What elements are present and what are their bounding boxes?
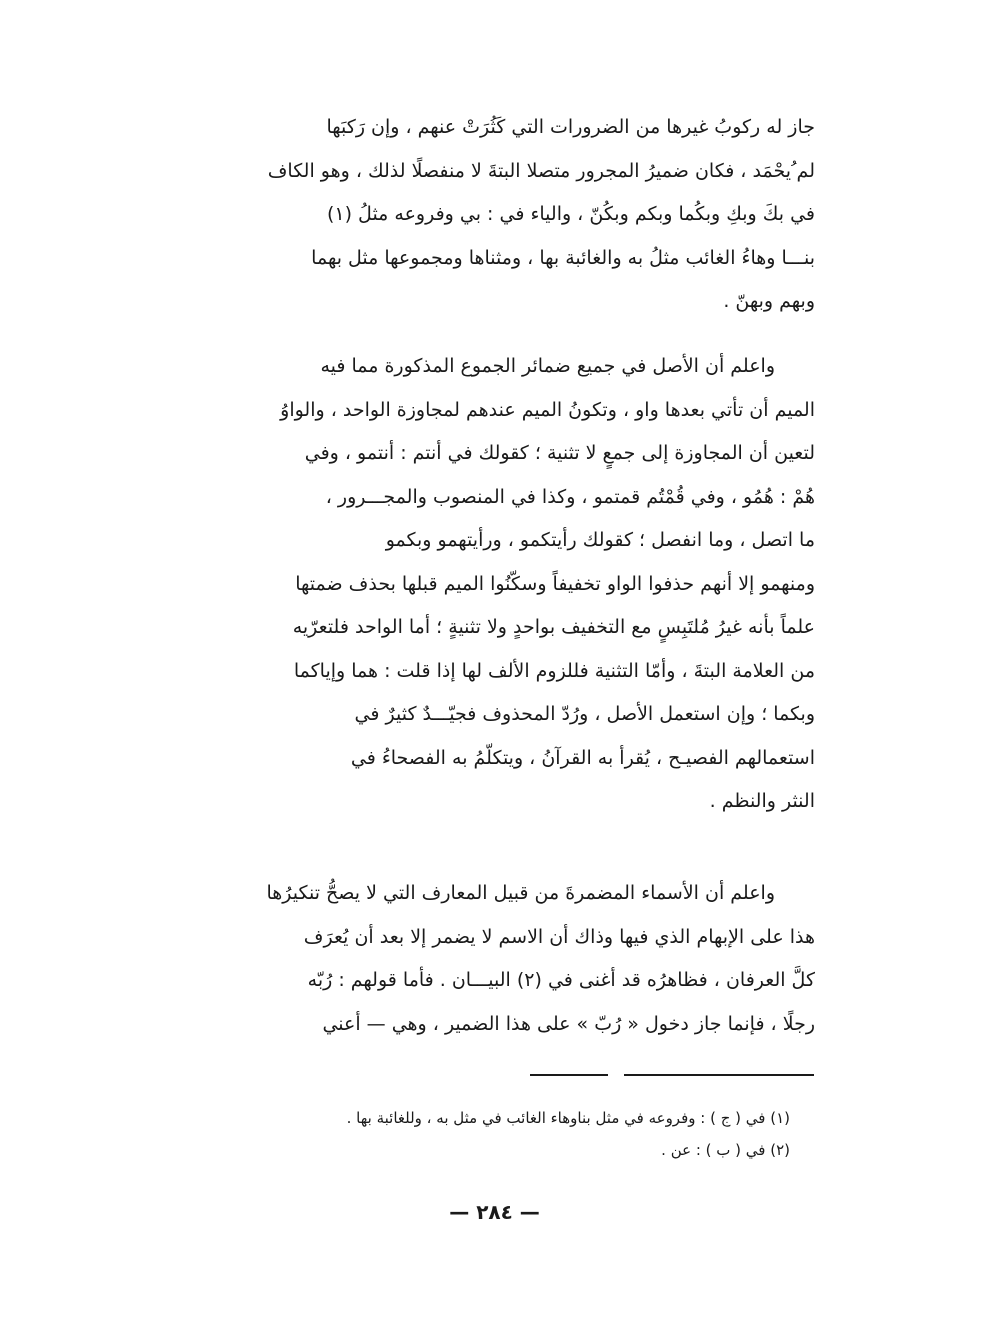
text-line: واعلم أن الأصل في جميع ضمائر الجموع المذكورة مما فيه	[320, 355, 775, 377]
footnote-1: (١) في ( ج ) : وفروعه في مثل بناوهاء الغائب في مثل به ، وللغائبة بها .	[346, 1109, 790, 1127]
text-line: ما اتصل ، وما انفصل ؛ كقولك رأيتكمو ، ورأيتهمو وبكمو	[385, 529, 815, 551]
footnotes	[180, 1102, 790, 1166]
footnote-separator	[624, 1074, 814, 1076]
footnote-separator-short	[530, 1074, 608, 1076]
text-line: الميم أن تأتي بعدها واو ، وتكونُ الميم عندهم لمجاوزة الواحد ، والواوُ	[280, 398, 815, 421]
text-line: في بكَ وبكِ وبكُما وبكم وبكُنّ ، والياء في : بي وفروعه مثلُ (١)	[326, 203, 815, 225]
text-line: هُمْ : هُمُو ، وفي قُمْتُم قمتمو ، وكذا في المنصوب والمجـــرور ،	[325, 485, 815, 508]
paragraph-1	[160, 106, 815, 324]
text-line: ومنهمو إلا أنهم حذفوا الواو تخفيفاً وسكّنُوا الميم قبلها بحذف ضمتها	[295, 572, 815, 595]
text-line: بنـــا وهاءُ الغائب مثلُ به والغائبة بها ، ومثناها ومجموعها مثل بهما	[311, 246, 815, 269]
text-line: واعلم أن الأسماء المضمرةَ من قبيل المعارف التي لا يصحُّ تنكيرُها	[266, 882, 775, 904]
text-line: لم ُيحْمَد ، فكان ضميرُ المجرور متصلا البتةَ لا منفصلًا لذلك ، وهو الكاف	[267, 159, 815, 182]
text-line: استعمالهم الفصيـح ، يُقرأ به القرآنُ ، ويتكلّمُ به الفصحاءُ في	[350, 746, 815, 769]
text-line: كلَّ العرفان ، فظاهرُه قد أغنى في (٢) البيـــان . فأما قولهم : رُبّه	[307, 969, 815, 991]
footnote-2: (٢) في ( ب ) : عن .	[661, 1141, 790, 1159]
text-line: علماً بأنه غيرُ مُلتَبِسٍ مع التخفيف بواحدٍ ولا تثنيةٍ ؛ أما الواحد فلتعرّيه	[292, 616, 815, 638]
text-line: وبهم وبهنّ .	[723, 290, 815, 312]
text-line: لتعين أن المجاوزة إلى جمعٍ لا تثنية ؛ كقولك في أنتم : أنتمو ، وفي	[304, 442, 815, 464]
text-line: هذا على الإبهام الذي فيها وذاك أن الاسم لا يضمر إلا بعد أن يُعرَف	[303, 925, 815, 948]
page-number: — ٢٨٤ —	[449, 1200, 540, 1224]
paragraph-3	[160, 872, 815, 1046]
text-line: النثر والنظم .	[709, 790, 815, 812]
text-line: رجلًا ، فإنما جاز دخول « رُبّ » على هذا الضمير ، وهي — أعني	[322, 1012, 815, 1035]
paragraph-2	[160, 345, 815, 824]
text-line: وبكما ؛ وإن استعمل الأصل ، ورُدّ المحذوف فجيّـــدٌ كثيرٌ في	[354, 703, 815, 725]
text-line: من العلامة البتةَ ، وأمّا التثنية فللزوم الألف لها إذا قلت : هما وإياكما	[293, 659, 815, 682]
text-line: جاز له ركوبُ غيرها من الضرورات التي كَثُرَتْ عنهم ، وإن رَكبَها	[326, 116, 815, 138]
